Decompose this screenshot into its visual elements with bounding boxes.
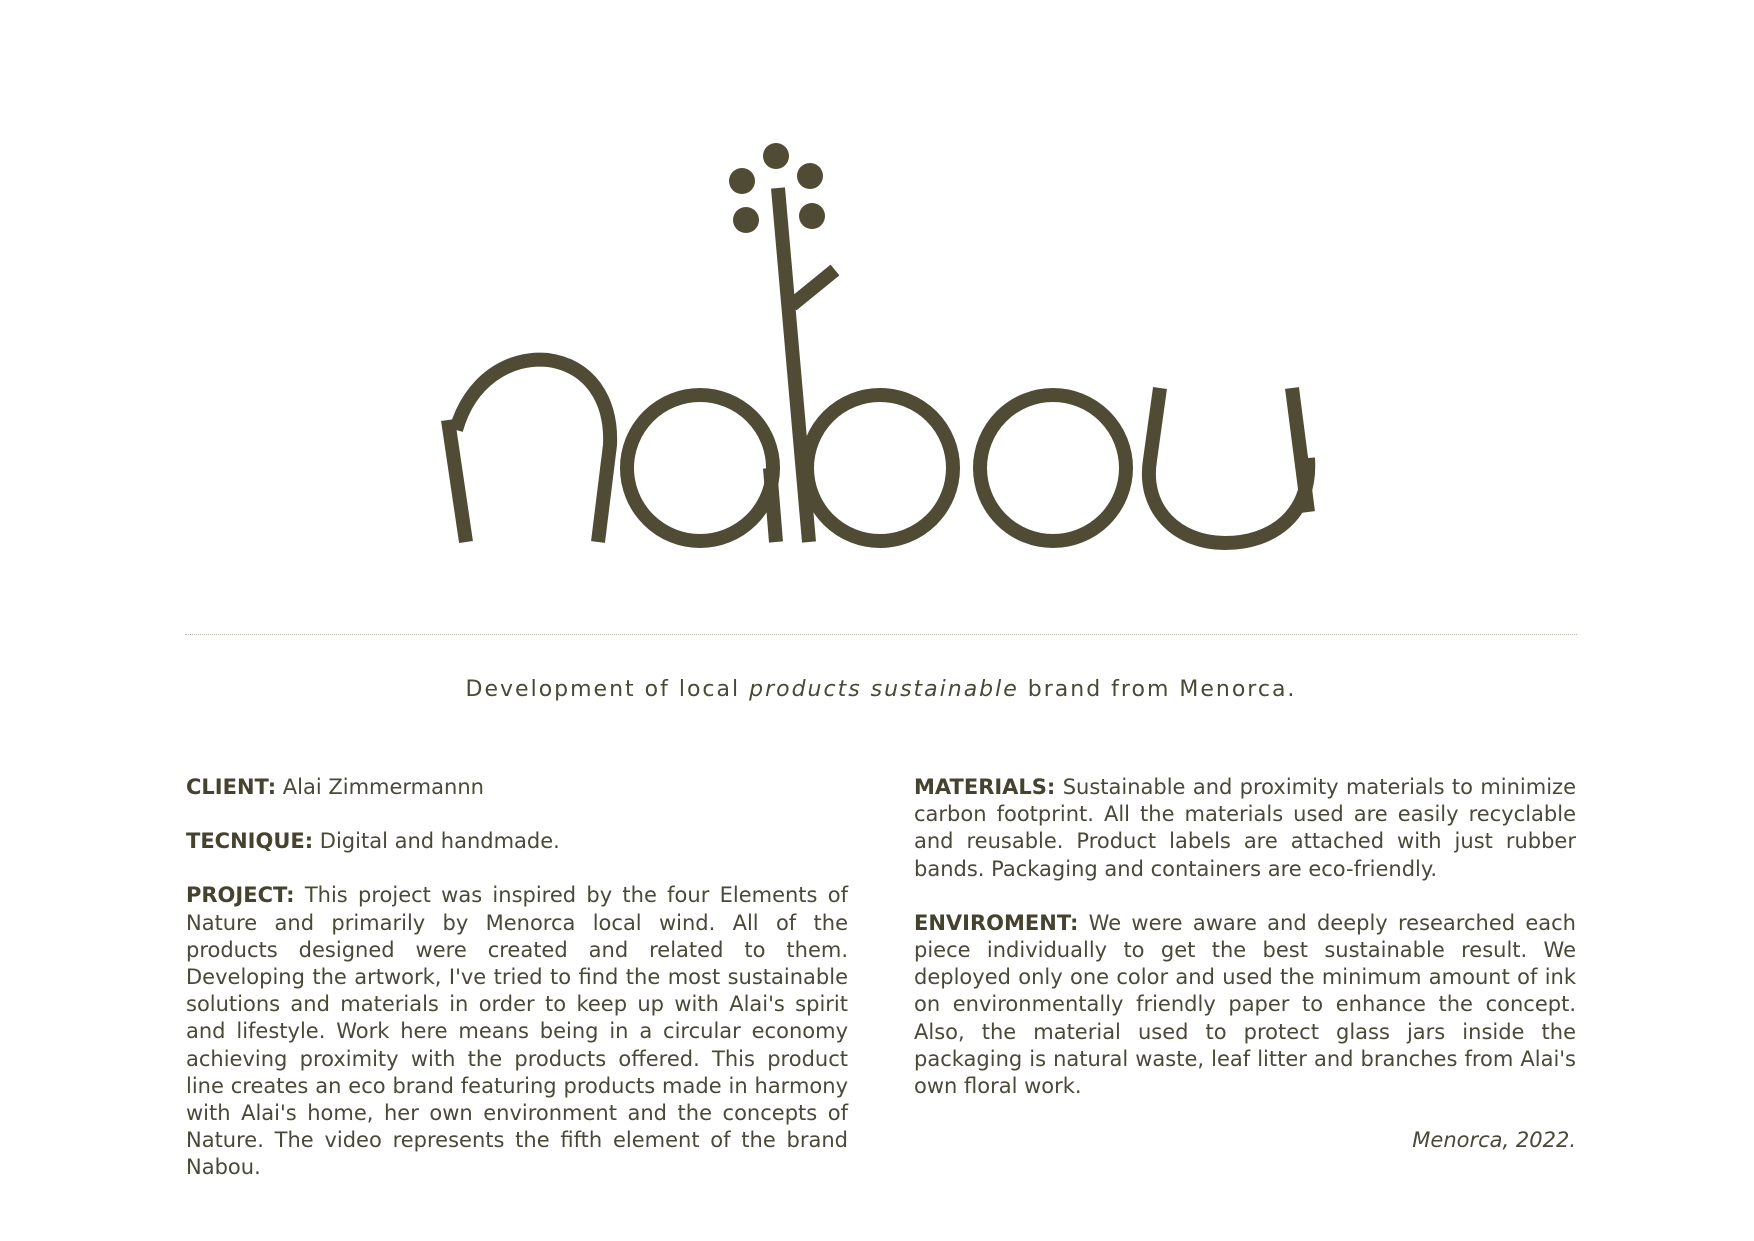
logo-letter-o <box>980 395 1126 541</box>
project-value: This project was inspired by the four Elements of Nature and primarily by Menorca local wind. All of the products designed were created and related to them. Developing the artwork, I've tried to find the most sustainable solutions and materials in order to keep up with Alai's spirit and lifestyle. Work here means being in a circular economy achieving proximity with the products offered. This product line creates an eco brand featuring products made in harmony with Alai's home, her own environment and the concepts of Nature. The video represents the fifth element of the brand Nabou. <box>186 883 848 1180</box>
tagline-emphasis: products sustainable <box>749 677 1019 702</box>
brand-logo <box>430 130 1330 570</box>
place-date-signature: Menorca, 2022. <box>1412 1128 1576 1153</box>
environment-paragraph <box>914 910 1576 1100</box>
materials-value: Sustainable and proximity materials to minimize carbon footprint. All the materials used are easily recyclable and reusable. Product labels are attached with just rubber bands. Packaging and containers are eco-friendly. <box>914 775 1576 881</box>
materials-label: MATERIALS: <box>914 775 1056 799</box>
technique-paragraph <box>186 828 848 855</box>
section-divider <box>185 634 1577 635</box>
client-value: Alai Zimmermannn <box>276 775 484 799</box>
right-column <box>914 774 1576 1181</box>
client-label: CLIENT: <box>186 775 277 799</box>
logo-letter-b <box>807 395 953 541</box>
environment-value: We were aware and deeply researched each piece individually to get the best sustainable result. We deployed only one color and used the minimum amount of ink on environmentally friendly paper to enhance the concept. Also, the material used to protect glass jars inside the packaging is natural waste, leaf litter and branches from Alai's own floral work. <box>914 910 1576 1099</box>
logo-letter-n <box>448 420 466 542</box>
client-paragraph <box>186 774 848 801</box>
nabou-logo-icon <box>430 130 1330 570</box>
materials-paragraph <box>914 774 1576 883</box>
project-paragraph <box>186 882 848 1181</box>
environment-label: ENVIROMENT: <box>914 910 1079 935</box>
project-label: PROJECT: <box>186 883 295 908</box>
logo-letter-u <box>1149 388 1308 543</box>
technique-label: TECNIQUE: <box>186 829 314 854</box>
left-column <box>186 774 848 1209</box>
tagline: Development of local products sustainable brand from Menorca. <box>465 677 1297 702</box>
logo-letter-a <box>627 395 773 541</box>
technique-value: Digital and handmade. <box>313 829 560 854</box>
